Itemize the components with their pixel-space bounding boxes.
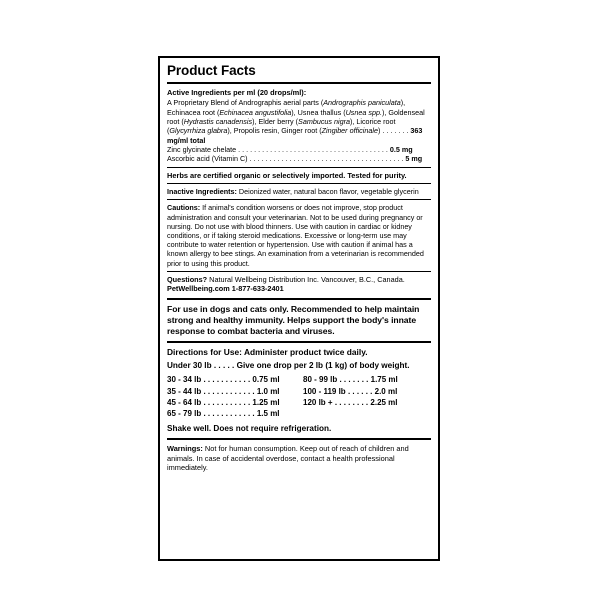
- dose-row: [167, 374, 299, 385]
- divider: [167, 82, 431, 84]
- dose-range: 35 - 44 lb: [167, 386, 202, 396]
- amount-row-value: 5 mg: [405, 154, 423, 164]
- use-statement: For use in dogs and cats only. Recommended to help maintain strong and healthy immunity. Helps support the body's innate response to combat bacteria and viruses.: [167, 303, 420, 337]
- blend-amount: 363 mg/ml total: [167, 126, 423, 145]
- dose-range: 45 - 64 lb: [167, 397, 202, 407]
- warnings-section: [167, 444, 431, 473]
- dose-row: [167, 386, 299, 397]
- dose-dots: . . . . . . . . . . .: [203, 397, 251, 407]
- amount-row-value: 0.5 mg: [389, 144, 413, 154]
- divider: [167, 167, 431, 168]
- herbs-statement: Herbs are certified organic or selectively imported. Tested for purity.: [167, 170, 407, 180]
- dose-amount: 0.75 ml: [252, 375, 280, 385]
- product-facts-panel: [158, 56, 440, 561]
- active-ingredients-heading: Active Ingredients per ml (20 drops/ml):: [167, 88, 307, 97]
- dose-dots: . . . . . . . . . . . .: [203, 386, 255, 396]
- amount-row-label: Zinc glycinate chelate: [167, 144, 237, 154]
- dose-row: [167, 408, 299, 419]
- dose-row: [167, 397, 299, 408]
- dose-row: [303, 386, 431, 397]
- divider: [167, 199, 431, 200]
- cautions-text: If animal's condition worsens or does not improve, stop product administration and consult your veterinarian. Not to be used during pregnancy or nursing. Do not use with blood thinners. Use with caution in cardiac or kidney conditions, or if taking steroid medications. Excessive or long-term use may contribute to water retention or hypertension. Use with caution if animal has a known allergy to bee stings. An examination from a veterinarian is recommended prior to using this product.: [167, 203, 424, 268]
- questions-contact[interactable]: PetWellbeing.com 1-877-633-2401: [167, 284, 284, 294]
- inactive-ingredients-text: Deionized water, natural bacon flavor, vegetable glycerin: [238, 187, 419, 197]
- dose-amount: 1.25 ml: [252, 397, 280, 407]
- directions-section: [167, 347, 431, 434]
- dose-amount: 1.75 ml: [370, 375, 398, 385]
- active-ingredients-section: [167, 88, 431, 164]
- dose-intro: Under 30 lb . . . . . Give one drop per 2 lb (1 kg) of body weight.: [167, 361, 410, 371]
- dose-column-left: [167, 374, 299, 419]
- questions-heading: Questions?: [167, 274, 208, 284]
- dose-range: 80 - 99 lb: [303, 375, 338, 385]
- amount-row: Zinc glycinate chelate . . . . . . . . . . . . . . . . . . . . . . . . . . . . . . . . . . . . . . 0.5 mg: [167, 144, 413, 154]
- shake-note: Shake well. Does not require refrigeration.: [167, 424, 332, 434]
- divider: [167, 298, 431, 300]
- cautions-heading: Cautions:: [167, 203, 201, 213]
- dose-range: 100 - 119 lb: [303, 386, 346, 396]
- dose-dots: . . . . . .: [347, 386, 373, 396]
- dose-row: [303, 374, 431, 385]
- divider: [167, 341, 431, 343]
- dose-amount: 1.5 ml: [256, 409, 280, 419]
- warnings-heading: Warnings:: [167, 444, 203, 454]
- dose-dots: . . . . . . . . . . .: [203, 375, 251, 385]
- active-ingredients-paragraph: A Proprietary Blend of Andrographis aerial parts (Andrographis paniculata), Echinacea root (Echinacea angustifolia), Usnea thallus (Usnea spp.), Goldenseal root (Hydrastis canadensis), Elder berry (Sambucus nigra), Licorice root (Glycyrrhiza glabra), Propolis resin, Ginger root (Zingiber officinale) . . . . . . . 363 mg/ml total: [167, 98, 425, 145]
- cautions-section: [167, 203, 431, 267]
- divider: [167, 438, 431, 440]
- dose-dots: . . . . . . . . . . . .: [203, 409, 255, 419]
- panel-title: Product Facts: [167, 63, 256, 78]
- dose-range: 30 - 34 lb: [167, 375, 202, 385]
- dose-dots: . . . . . . . .: [334, 397, 369, 407]
- amount-row-label: Ascorbic acid (Vitamin C): [167, 154, 248, 164]
- dose-range: 65 - 79 lb: [167, 409, 202, 419]
- amount-row: Ascorbic acid (Vitamin C) . . . . . . . . . . . . . . . . . . . . . . . . . . . . . . . . . . . . . . . 5 mg: [167, 154, 423, 164]
- dose-amount: 1.0 ml: [256, 386, 280, 396]
- divider: [167, 183, 431, 184]
- directions-heading: Directions for Use: Administer product twice daily.: [167, 347, 368, 358]
- inactive-ingredients-section: [167, 187, 431, 196]
- dose-amount: 2.25 ml: [370, 397, 398, 407]
- dose-dots: . . . . . . .: [339, 375, 369, 385]
- questions-section: [167, 275, 431, 294]
- dose-amount: 2.0 ml: [374, 386, 398, 396]
- divider: [167, 271, 431, 272]
- dose-table: [167, 374, 431, 419]
- questions-text: Natural Wellbeing Distribution Inc. Vancouver, B.C., Canada.: [209, 274, 405, 284]
- dose-column-right: [299, 374, 431, 419]
- warnings-text: Not for human consumption. Keep out of reach of children and animals. In case of accidental overdose, contact a health professional immediately.: [167, 444, 409, 473]
- dose-range: 120 lb +: [303, 397, 333, 407]
- dose-row: [303, 397, 431, 408]
- inactive-ingredients-heading: Inactive Ingredients:: [167, 187, 237, 197]
